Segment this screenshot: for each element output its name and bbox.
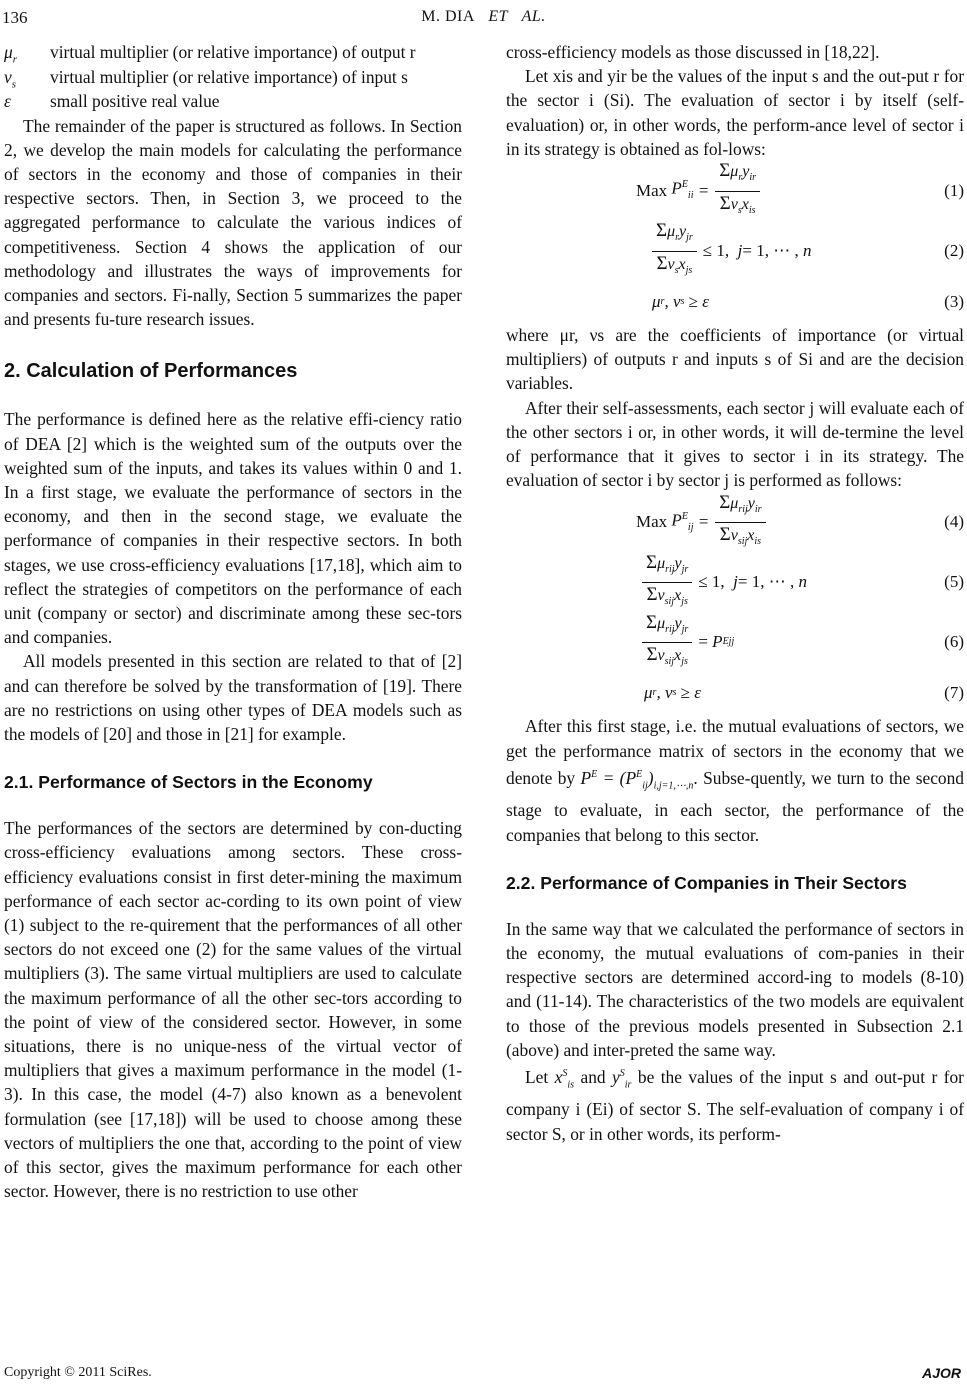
paragraph: After their self-assessments, each sector j will evaluate each of the other sectors i or, in other words, it will de-termine the level of performance that it gives to sector i in its strategy. The evaluation of sector i by sector j is performed as follows: (506, 397, 964, 491)
paragraph: All models presented in this section are related to that of [2] and can therefore be solved by the transformation of [19]. There are no restrictions on using other types of DEA models such as the models of [20] and those in [21] for example. (4, 651, 462, 744)
equation-2: $\frac{\Sigma\mu_ry_{jr}}{\Sigma\nu_sx_{js}}$ ≤ 1, j = 1, ⋯ , n (2) (506, 221, 964, 281)
right-column (506, 40, 964, 1146)
symbol-row: $\nu_s$ virtual multiplier (or relative importance) of input s (4, 66, 408, 90)
paragraph: The performances of the sectors are determined by con-ducting cross-efficiency evaluations among sectors. These cross-efficiency evaluations consist in first deter-mining the maximum performance of each sector ac-cording to its own point of view (1) subject to the re-quirement that the performances of all other sectors do not exceed one (2) for the same values of the virtual multipliers (3). The same virtual multipliers are used to calculate the maximum performance of all the other sec-tors according to the point of view of the considered sector. However, in some situations, there is no unique-ness of the virtual vector of multipliers that gives a maximum performance in the model (1-3). In this case, the model (4-7) also known as a benevolent formulation (see [17,18]) will be used to choose among these vectors of multipliers the one that, according to the point of view of this sector, gives the maximum performance for each other sector. However, there is no restriction to use other (4, 818, 462, 1202)
subsection-heading: 2.1. Performance of Sectors in the Economy (4, 772, 373, 793)
paragraph: Let xis and yir be the values of the input s and the out-put r for the sector i (Si). The evaluation of sector i by itself (self-evaluation) or, in other words, the perform-ance level of sector i in its strategy is obtained as fol-lows: (506, 66, 964, 159)
equation-7: μ r , ν s ≥ ε (7) (644, 683, 964, 703)
equation-5: $\frac{\Sigma\mu_{rij}y_{jr}}{\Sigma\nu_{sij}x_{js}}$ ≤ 1, j = 1, ⋯ , n (5) (506, 552, 964, 612)
journal-name: AJOR (922, 1365, 961, 1381)
paragraph: Let $x^S_{is}$ and $y^S_{ir}$ be the values of the input s and out-put r for company i (Ei) of sector S. The self-evaluation of company i of sector S, or in other words, its perform- (506, 1066, 964, 1144)
symbol-row: $\mu_r$ virtual multiplier (or relative importance) of output r (4, 42, 416, 66)
equation-3: μ r , ν s ≥ ε (3) (652, 291, 964, 311)
paragraph: The performance is defined here as the relative effi-ciency ratio of DEA [2] which is the weighted sum of the outputs over the weighted sum of the inputs, and takes its values within 0 and 1. In a first stage, we evaluate the performance of sectors in the economy, and then in the second stage, we evaluate the performance of companies in their respective sectors. In both stages, we use cross-efficiency evaluations [17,18], which aim to reflect the strategies of competitors on the performance of each unit (company or sector) and discriminate among these sec-tors and companies. (4, 409, 462, 648)
equation-1: Max $P^E_{ii}$ = $\frac{\Sigma\mu_ry_{ir}}{\Sigma\nu_sx_{is}}$ (1) (636, 160, 964, 216)
equation-4: Max $P^E_{ij}$ = $\frac{\Sigma\mu_{rij}y_{ir}}{\Sigma\nu_{sij}x_{is}}$ (4) (636, 491, 964, 548)
paragraph: The remainder of the paper is structured as follows. In Section 2, we develop the main models for calculating the performance of sectors in the economy and those of companies in their respective sectors. Then, in Section 3, we proceed to the aggregated performance to calculate the various indices of competitiveness. Section 4 shows the application of our methodology and illustrates the ways of improvements for companies and sectors. Fi-nally, Section 5 summarizes the paper and presents fu-ture research issues. (4, 115, 462, 330)
paragraph: After this first stage, i.e. the mutual evaluations of sectors, we get the performance matrix of sectors in the economy that we denote by $P^E = (P^E_{ij})_{i,j=1,\cdots,n}$. Subse-quently, we turn to the second stage to evaluate, in each sector, the performance of the companies that belong to this sector. (506, 716, 964, 845)
section-heading: 2. Calculation of Performances (4, 360, 298, 383)
paragraph: In the same way that we calculated the performance of sectors in the economy, the mutual evaluations of com-panies in their respective sectors are determined accord-ing to models (8-10) and (11-14). The characteristics of the two models are equivalent to those of the previous models presented in Subsection 2.1 (above) and inter-preted the same way. (506, 918, 964, 1060)
page-header (0, 8, 967, 32)
subsection-heading: 2.2. Performance of Companies in Their Sectors (506, 872, 907, 893)
paragraph: cross-efficiency models as those discussed in [18,22]. (506, 42, 880, 62)
equation-6: $\frac{\Sigma\mu_{rij}y_{jr}}{\Sigma\nu_{sij}x_{js}}$ = P E jj (6) (506, 612, 964, 672)
copyright: Copyright © 2011 SciRes. (4, 1365, 152, 1380)
left-column (4, 40, 462, 1203)
symbol-row: ε small positive real value (4, 91, 220, 111)
page-number: 136 (2, 8, 28, 27)
running-head: M. DIA ET AL. (421, 8, 546, 25)
paragraph: where μr, νs are the coefficients of importance (or virtual multipliers) of outputs r and inputs s of Si and are the decision variables. (506, 325, 964, 394)
